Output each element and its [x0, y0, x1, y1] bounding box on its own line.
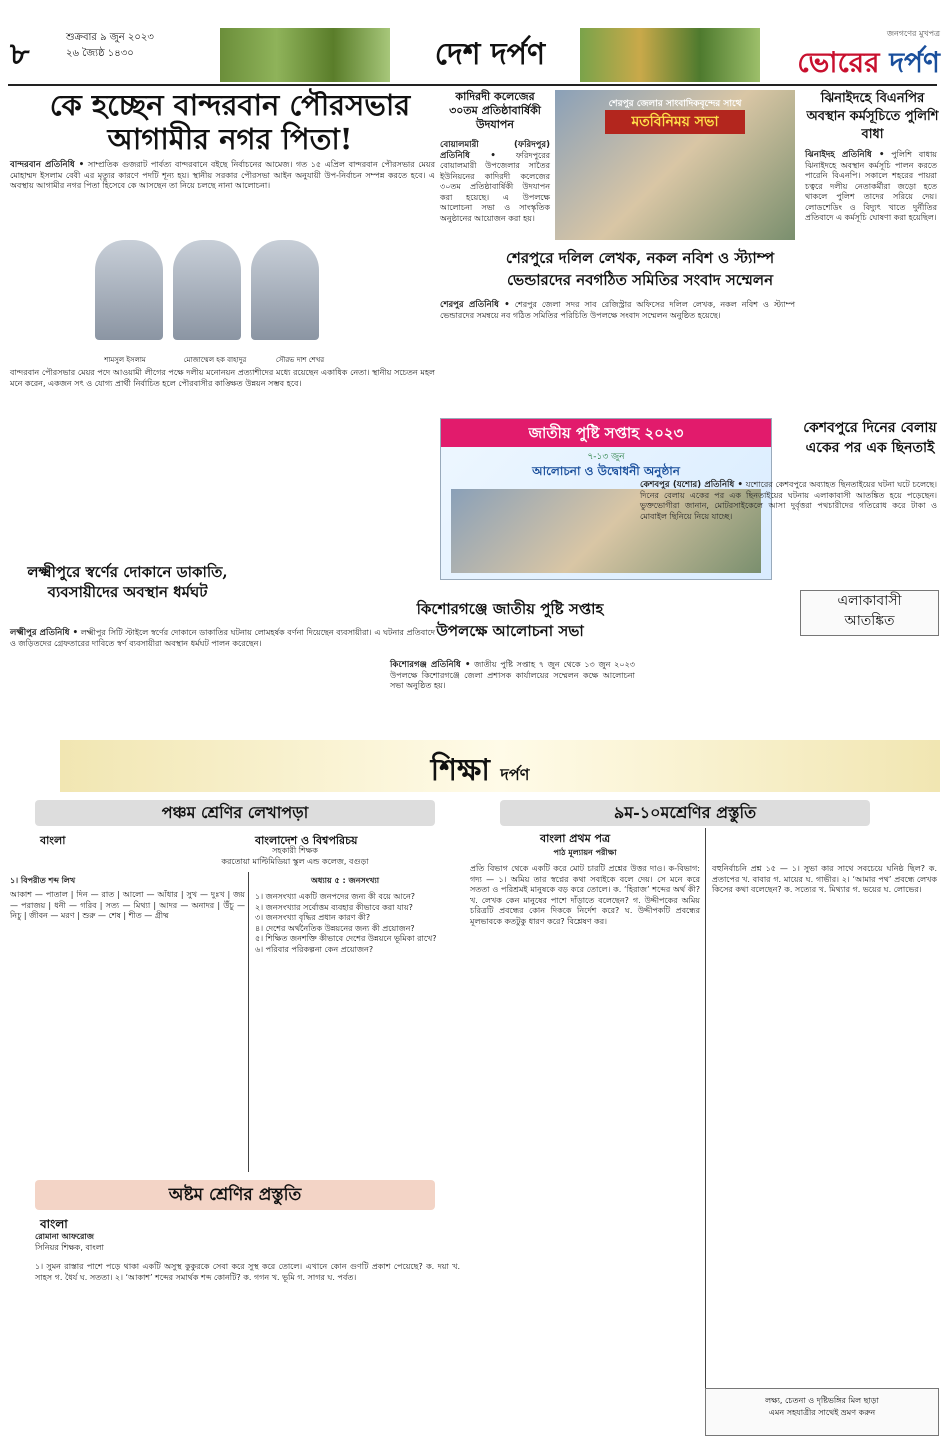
pushti-banner-sub: আলোচনা ও উদ্বোধনী অনুষ্ঠান — [532, 464, 680, 478]
class910-subject: বাংলা প্রথম পত্র — [540, 832, 611, 845]
jhenaidah-text: পুলিশি বাধায় ঝিনাইদহে অবস্থান কর্মসূচি পালন করতে পারেনি বিএনপি। সকালে শহরের পায়রা চত্বরে দলীয় নেতাকর্মীরা জড়ো হতে থাকলে পুলিশ তাদের সরিয়ে দেয়। লোডশেডিং ও বিদ্যুৎ খাতে দুর্নীতির প্রতিবাদে এ কর্মসূচি ঘোষণা করা হয়েছিল। — [805, 150, 937, 222]
pull-quote-line-1: এলাকাবাসী — [837, 593, 902, 609]
jhenaidah-byline: ঝিনাইদহ প্রতিনিধি • — [805, 150, 885, 160]
header-photo-strip-left — [220, 28, 390, 82]
sherpur-body — [440, 300, 795, 321]
class5-q1: ১। জনসংখ্যা একটি জনপদের জন্য কী বয়ে আনে? — [255, 892, 416, 901]
section-title: দেশ দর্পণ — [434, 37, 546, 72]
jhenaidah-headline: ঝিনাইদহে বিএনপির অবস্থান কর্মসূচিতে পুলিশি বাধা — [806, 91, 939, 142]
kadirdi-headline: কাদিরদী কলেজের ৩০তম প্রতিষ্ঠাবার্ষিকী উদযাপন — [449, 90, 541, 131]
class5-teacher: সহকারী শিক্ষক — [272, 846, 318, 855]
class8-title: অষ্টম শ্রেণির প্রস্তুতি — [35, 1180, 435, 1210]
class5-school: করতোয়া মাল্টিমিডিয়া স্কুল এন্ড কলেজ, বগুড়া — [221, 856, 369, 866]
class910-title: ৯ম-১০মশ্রেণির প্রস্তুতি — [500, 800, 870, 826]
sherpur-byline: শেরপুর প্রতিনিধি • — [440, 300, 510, 310]
footer-note-2: এমন সহযাত্রীর সাথেই ভ্রমণ করুন — [768, 1408, 876, 1417]
jhenaidah-body — [805, 150, 937, 224]
class5-q6: ৬। পরিবার পরিকল্পনা কেন প্রয়োজন? — [255, 944, 374, 954]
class910-col-rule — [705, 828, 706, 1388]
keshabpur-headline: কেশবপুরে দিনের বেলায় একের পর এক ছিনতাই — [803, 420, 937, 456]
caption-2: মোজাম্মেল হক বাহাদুর — [183, 356, 247, 364]
class8-school: সিনিয়র শিক্ষক, বাংলা — [35, 1242, 104, 1252]
lead-text-1: সাম্প্রতিক গুজরাট পার্বত্য বান্দরবানে বইছে নির্বাচনের আমেজ। গত ১৫ এপ্রিল বান্দরবান পৌরসভার মেয়র মোহাম্মদ ইসলাম বেবী এর মৃত্যুর কারণে পদটি শূন্য হয়। স্থানীয় সরকার পৌরসভা আইন অনুযায়ী উপ-নির্বাচন সম্পন্ন করতে হবে। এ অবস্থায় আগামীর নগর পিতা হিসেবে কে আসছেন তা নিয়ে চলছে নানা আলোচনা। — [10, 160, 436, 190]
sherpur-meeting-photo — [555, 90, 795, 240]
class5-col-rule — [248, 872, 249, 1172]
caption-3: সৌরভ দাশ শেখর — [275, 356, 325, 364]
kishoreganj-text: জাতীয় পুষ্টি সপ্তাহ ৭ জুন থেকে ১৩ জুন ২০২৩ উপলক্ষে কিশোরগঞ্জে জেলা প্রশাসক কার্যালয়ের সম্মেলন কক্ষে আলোচনা সভা অনুষ্ঠিত হয়। — [390, 660, 635, 690]
page-number: ৮ — [10, 37, 30, 72]
lakshmipur-byline: লক্ষ্মীপুর প্রতিনিধি • — [10, 628, 79, 638]
date-gregorian: শুক্রবার ৯ জুন ২০২৩ — [66, 32, 154, 43]
keshabpur-byline: কেশবপুর (যশোর) প্রতিনিধি • — [640, 480, 743, 490]
keshabpur-pull-quote — [800, 590, 939, 636]
lakshmipur-body — [10, 628, 435, 649]
class8-teacher: রোমানা আফরোজ — [35, 1232, 94, 1241]
header-photo-strip-right — [580, 28, 760, 82]
kishoreganj-body — [390, 660, 635, 692]
kishoreganj-byline: কিশোরগঞ্জ প্রতিনিধি • — [390, 660, 471, 670]
footer-note-1: লক্ষ্য, চেতনা ও দৃষ্টিভঙ্গির মিল ছাড়া — [765, 1396, 879, 1405]
class5-q5: ৫। শিক্ষিত জনশক্তি কীভাবে দেশের উন্নয়নে ভূমিকা রাখে? — [255, 934, 437, 943]
sherpur-banner-top: শেরপুর জেলার সাংবাদিকবৃন্দের সাথে — [608, 99, 742, 109]
class5-title: পঞ্চম শ্রেণির লেখাপড়া — [35, 800, 435, 826]
lakshmipur-text: লক্ষ্মীপুর সিটি স্টাইলে স্বর্ণের দোকানে ডাকাতির ঘটনায় লোমহর্ষক বর্ণনা দিয়েছেন ব্যবসায়ীরা। এ ঘটনার প্রতিবাদে ও জড়িতদের গ্রেফতারের দাবিতে স্বর্ণ ব্যবসায়ীরা অবস্থান ধর্মঘট পালন করেছেন। — [10, 628, 435, 648]
brand-logo — [770, 28, 940, 88]
class5-chapter: অধ্যায় ৫ : জনসংখ্যা — [310, 876, 380, 885]
pull-quote-line-2: আতঙ্কিত — [844, 613, 895, 629]
lead-byline: বান্দরবান প্রতিনিধি • — [10, 160, 85, 170]
class910-topic: পাঠ মূল্যায়ন পরীক্ষা — [553, 848, 617, 857]
brand-name-a: ভোরের — [797, 46, 880, 79]
date-bengali: ২৬ জ্যৈষ্ঠ ১৪৩০ — [66, 48, 134, 59]
class910-mcq: বহুনির্বাচনি প্রশ্ন ১৫ — ১। সুভা কার সাথে সবচেয়ে ঘনিষ্ঠ ছিল? ক. প্রতাপের খ. বাবার গ. মায়ের ঘ. গাভীর। ২। ‘আমার পথ’ প্রবন্ধে লেখক কিসের কথা বলেছেন? ক. সত্যের খ. মিথ্যার গ. ভয়ের ঘ. লোভের। — [712, 864, 937, 894]
page-header — [0, 0, 945, 84]
sherpur-text: শেরপুর জেলা সদর সাব রেজিস্ট্রার অফিসের দলিল লেখক, নকল নবিশ ও স্ট্যাম্প ভেন্ডারদের সমন্বয়ে নব গঠিত সমিতির পরিচিতি উপলক্ষে সংবাদ সম্মেলন অনুষ্ঠিত হয়েছে। — [440, 300, 796, 320]
education-title-b: দর্পণ — [500, 765, 530, 784]
class8-subject: বাংলা — [40, 1217, 68, 1231]
pushti-banner-date: ৭-১৩ জুন — [587, 452, 625, 462]
kadirdi-body — [440, 140, 550, 224]
class5-subject-1: বাংলা — [40, 834, 66, 847]
brand-tagline: জনগণের মুখপত্র — [886, 29, 940, 38]
class8-teacher-block — [35, 1232, 175, 1253]
class910-body: প্রতি বিভাগ থেকে একটি করে মোট চারটি প্রশ্নের উত্তর দাও। ক-বিভাগ: গদ্য — ১। অমিয় তার স্বপ্নের কথা সবাইকে বলে দেয়। সে মনে করে সততা ও পরিশ্রমই মানুষকে বড় করে তোলে। ক. ‘হিরাজ’ শব্দের অর্থ কী? খ. লেখক কেন মানুষের পাশে দাঁড়াতে বলেছেন? গ. উদ্দীপকের অমিয় চরিত্রটি প্রবন্ধের কোন দিককে নির্দেশ করে? ঘ. উদ্দীপকটি প্রবন্ধের মূলভাবকে কতটুকু ধারণ করে? বিশ্লেষণ কর। — [470, 864, 700, 926]
class5-q4: ৪। দেশের অর্থনৈতিক উন্নয়নের জন্য কী প্রয়োজন? — [255, 923, 415, 933]
portrait-1 — [95, 240, 163, 340]
class5-teacher-block — [160, 846, 430, 867]
class5-q2: ২। জনসংখ্যার সর্বোত্তম ব্যবহার কীভাবে করা যায়? — [255, 902, 413, 912]
words-list: আকাশ — পাতাল | দিন — রাত | আলো — আঁধার | সুখ — দুঃখ | জয় — পরাজয় | ধনী — গরিব | সত্য — মিথ্যা | আদর — অনাদর | উঁচু — নিচু | জীবন — মরণ | শুরু — শেষ | শীত — গ্রীষ্ম — [10, 890, 245, 920]
sherpur-headline: শেরপুরে দলিল লেখক, নকল নবিশ ও স্ট্যাম্প ভেন্ডারদের নবগঠিত সমিতির সংবাদ সম্মেলন — [505, 249, 775, 289]
keshabpur-text: যশোরের কেশবপুরে অব্যাহত ছিনতাইয়ের ঘটনা ঘটে চলেছে। দিনের বেলায় একের পর এক ছিনতাইয়ের ঘটনায় এলাকাবাসী আতঙ্কিত হয়ে পড়েছেন। ভুক্তভোগীরা জানান, মোটরসাইকেলে আসা দুর্বৃত্তরা পথচারীদের গতিরোধ করে টাকা ও মোবাইল ছিনিয়ে নিয়ে যাচ্ছে। — [640, 480, 937, 521]
pushti-banner-title: জাতীয় পুষ্টি সপ্তাহ ২০২৩ — [441, 419, 771, 447]
sherpur-banner-main: মতবিনিময় সভা — [605, 110, 745, 134]
kadirdi-text: ফরিদপুরের বোয়ালমারী উপজেলার সাতৈর ইউনিয়নের কাদিরদী কলেজের ৩০তম প্রতিষ্ঠাবার্ষিকী উদযাপন করা হয়েছে। এ উপলক্ষে আলোচনা সভা ও সাংস্কৃতিক অনুষ্ঠানের আয়োজন করা হয়। — [440, 150, 551, 223]
portrait-3 — [251, 240, 319, 340]
lead-portraits — [95, 240, 325, 350]
class5-subject-2: বাংলাদেশ ও বিশ্বপরিচয় — [255, 834, 358, 847]
portrait-2 — [173, 240, 241, 340]
footer-note-box — [705, 1388, 939, 1436]
header-rule — [8, 84, 937, 86]
class8-body: ১। সুমন রাস্তার পাশে পড়ে থাকা একটি অসুস্থ কুকুরকে সেবা করে সুস্থ করে তোলে। এখানে কোন গুণটি প্রকাশ পেয়েছে? ক. দয়া খ. সাহস গ. ধৈর্য ঘ. সততা। ২। ‘আকাশ’ শব্দের সমার্থক শব্দ কোনটি? ক. গগন খ. ভূমি গ. সাগর ঘ. পর্বত। — [35, 1262, 460, 1282]
class5-questions — [255, 892, 465, 955]
education-title-a: শিক্ষা — [430, 753, 490, 788]
brand-name-b: দর্পণ — [889, 46, 940, 79]
date-block — [66, 30, 154, 62]
brand-name — [770, 41, 940, 88]
lead-body-2: বান্দরবান পৌরসভার মেয়র পদে আওয়ামী লীগের পক্ষে দলীয় মনোনয়ন প্রত্যাশীদের মধ্যে রয়েছেন একাধিক নেতা। স্থানীয় সচেতন মহল মনে করেন, একজন সৎ ও যোগ্য প্রার্থী নির্বাচিত হলে পৌরবাসীর কাঙ্ক্ষিত উন্নয়ন সম্ভব হবে। — [10, 368, 435, 388]
kadirdi-byline: বোয়ালমারী (ফরিদপুর) প্রতিনিধি • — [440, 140, 550, 161]
lakshmipur-headline: লক্ষ্মীপুরে স্বর্ণের দোকানে ডাকাতি, ব্যবসায়ীদের অবস্থান ধর্মঘট — [27, 563, 228, 601]
caption-1: শামসুল ইসলাম — [104, 356, 146, 364]
lead-headline: কে হচ্ছেন বান্দরবান পৌরসভার আগামীর নগর পিতা! — [49, 88, 411, 156]
kishoreganj-headline: কিশোরগঞ্জে জাতীয় পুষ্টি সপ্তাহ উপলক্ষে আলোচনা সভা — [416, 600, 604, 640]
class5-q3: ৩। জনসংখ্যা বৃদ্ধির প্রধান কারণ কী? — [255, 913, 371, 922]
education-title — [370, 746, 590, 797]
words-header: ১। বিপরীত শব্দ লিখ — [10, 876, 76, 885]
keshabpur-body — [640, 480, 937, 522]
lead-body-1 — [10, 160, 435, 192]
